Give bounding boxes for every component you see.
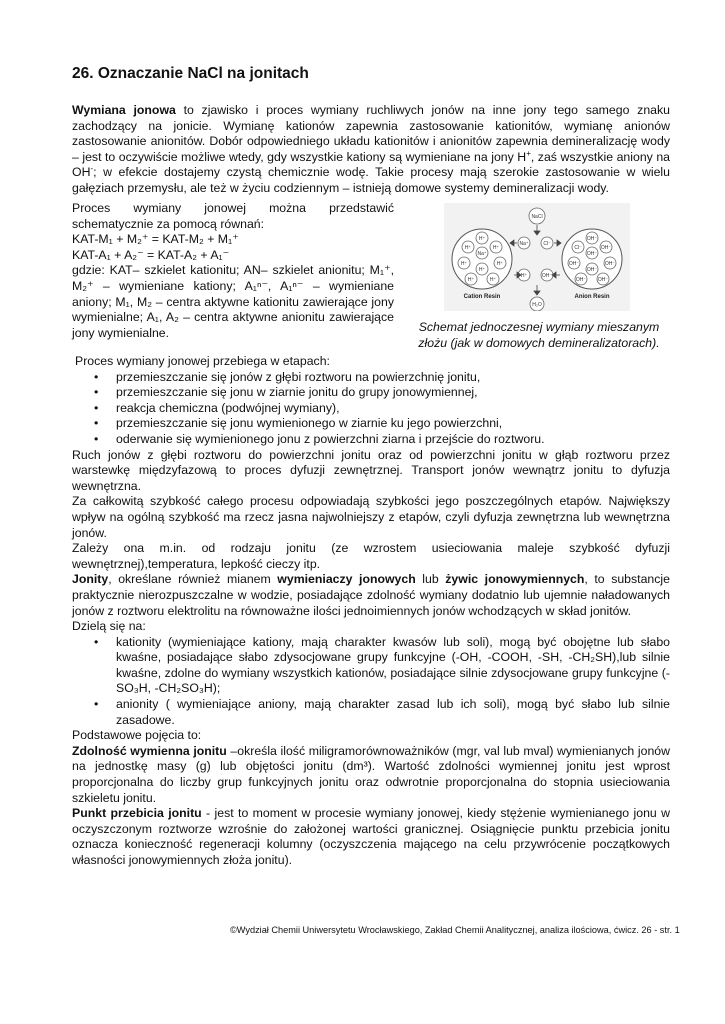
svg-text:H⁺: H⁺ <box>460 261 468 267</box>
svg-text:OH⁻: OH⁻ <box>597 277 609 283</box>
svg-text:H⁺: H⁺ <box>520 273 528 279</box>
dependency-paragraph: Zależy ona m.in. od rodzaju jonitu (ze wzrostem usieciowania maleje szybkość dyfuzji wewnętrznej),temperatura, lepkość cieczy itp. <box>72 541 670 571</box>
svg-text:H⁺: H⁺ <box>478 267 486 273</box>
breakthrough-paragraph: Punkt przebicia jonitu - jest to moment w procesie wymiany jonowej, kiedy stężenie wymienianego jonu w oczyszczonym roztworze wzrośnie do założonej wartości granicznej. Osiągnięcie punktu przebicia jonitu oznacza konieczność regeneracji kolumny (oczyszczenia mającego na celu przywrócenie początkowych własności jonowymiennych złoża jonitu). <box>72 806 671 867</box>
cl-label: Cl⁻ <box>543 241 551 247</box>
na-label: Na⁺ <box>519 241 529 247</box>
stages-intro: Proces wymiany jonowej przebiega w etapach: <box>75 354 330 368</box>
equation-1: KAT-M₁ + M₂⁺ = KAT-M₂ + M₁⁺ <box>72 232 239 247</box>
anion-resin-label: Anion Resin <box>574 294 610 300</box>
svg-text:H⁺: H⁺ <box>492 245 500 251</box>
list-item: • przemieszczanie się jonu wymienionego w ziarnie ku jego powierzchni, <box>72 416 670 432</box>
svg-text:Cl⁻: Cl⁻ <box>574 245 582 251</box>
ion-exchange-diagram <box>444 203 630 311</box>
svg-text:OH⁻: OH⁻ <box>600 245 612 251</box>
list-item: • przemieszczanie się jonów z głębi roztworu na powierzchnię jonitu, <box>72 370 670 386</box>
h2o-label: H₂O <box>532 302 542 308</box>
ionites-paragraph: Jonity, określane również mianem wymieniaczy jonowych lub żywic jonowymiennych, to substancje praktycznie nierozpuszczalne w wodzie, posiadające zdolność wymiany dodatnio lub ujemnie naładowanych jonów z roztworu elektrolitu na równoważne ilości jednoimiennych jonów wchodzących w skład jonitów. <box>72 572 670 618</box>
nacl-label: NaCl <box>531 214 543 220</box>
divide-heading: Dzielą się na: <box>72 619 146 634</box>
list-item: • anionity ( wymieniające aniony, mają charakter zasad lub ich soli), mogą być słabo lub silnie zasadowe. <box>72 697 670 728</box>
stages-section <box>72 354 670 869</box>
svg-text:H⁺: H⁺ <box>489 277 497 283</box>
svg-text:H⁺: H⁺ <box>467 277 475 283</box>
svg-text:OH⁻: OH⁻ <box>586 251 598 257</box>
symbol-legend: gdzie: KAT– szkielet kationitu; AN– szkielet anionitu; M₁⁺, M₂⁺ – wymieniane kationy; A₁ⁿ⁻, A₁ⁿ⁻ – wymieniane aniony; M₁, M₂ – centra aktywne kationitu zawierające jony wymienialne; A₁, A₂ – centra aktywne anionitu zawierające jony wymienialne. <box>72 263 394 340</box>
stages-list <box>72 370 670 448</box>
list-item: • przemieszczanie się jonu w ziarnie jonitu do grupy jonowymiennej, <box>72 385 670 401</box>
list-item: • kationity (wymieniające kationy, mają charakter kwasów lub soli), mogą być obojętne lub słabo kwaśne, posiadające słabo zdysocjowane grupy funkcyjne (-OH, -COOH, -SH, -CH₂SH),lub silnie kwaśne, zdolne do wymiany wszystkich kationów, posiadające silnie zdysocjowane grupy funkcyjne (-SO₃H, -CH₂SO₃H); <box>72 635 670 697</box>
equation-2: KAT-A₁ + A₂⁻ = KAT-A₂ + A₁⁻ <box>72 247 230 262</box>
list-item: • reakcja chemiczna (podwójnej wymiany), <box>72 401 670 417</box>
rate-paragraph: Za całkowitą szybkość całego procesu odpowiadają szybkości jego poszczególnych etapów. Największy wpływ na ogólną szybkość ma rzecz jasna najwolniejszy z etapów, czyli dyfuzja zewnętrzna lub wewnętrzna jonów. <box>72 494 670 540</box>
svg-text:OH⁻: OH⁻ <box>568 261 580 267</box>
oh-ion-label: OH⁻ <box>586 236 598 242</box>
svg-text:H⁺: H⁺ <box>496 261 504 267</box>
svg-text:OH⁻: OH⁻ <box>575 277 587 283</box>
basic-concepts-heading: Podstawowe pojęcia to: <box>72 728 202 743</box>
page-footer: ©Wydział Chemii Uniwersytetu Wrocławskiego, Zakład Chemii Analitycznej, analiza ilościowa, ćwicz. 26 - str. 1 <box>230 925 680 935</box>
svg-text:Na⁺: Na⁺ <box>477 251 487 257</box>
svg-text:H⁺: H⁺ <box>464 245 472 251</box>
ionite-types-list <box>72 635 670 729</box>
page-title: 26. Oznaczanie NaCl na jonitach <box>72 65 309 82</box>
list-item: • oderwanie się wymienionego jonu z powierzchni ziarna i przejście do roztworu. <box>72 432 670 448</box>
figure-caption: Schemat jednoczesnej wymiany mieszanym złożu (jak w domowych demineralizatorach). <box>418 320 660 350</box>
cation-resin-label: Cation Resin <box>463 294 501 300</box>
diffusion-paragraph: Ruch jonów z głębi roztworu do powierzchni jonitu oraz od powierzchni jonitu w głąb roztworu przez warstewkę międzyfazową to proces dyfuzji zewnętrznej. Transport jonów wewnątrz jonitu to dyfuzja wewnętrzna. <box>72 447 670 493</box>
equations-intro: Proces wymiany jonowej można przedstawić schematycznie za pomocą równań: <box>72 201 394 231</box>
equations-column <box>72 201 394 341</box>
svg-text:OH⁻: OH⁻ <box>604 261 616 267</box>
intro-paragraph: Wymiana jonowa to zjawisko i proces wymiany ruchliwych jonów na inne jony tego samego znaku zachodzący na jonicie. Wymianę kationów zapewnia zastosowanie kationitów, wymianę anionów zastosowanie anionitów. Dobór odpowiedniego układu kationitów i anionitów zapewnia demineralizację wody – jest to oczywiście możliwe wtedy, gdy wszystkie kationy są wymieniane na jony H+, zaś wszystkie aniony na OH-; w efekcie dostajemy czystą chemicznie wodę. Takie procesy mają szerokie zastosowanie w wielu gałęziach przemysłu, ale też w życiu codziennym – istnieją domowe systemy demineralizacji wody. <box>72 103 670 195</box>
svg-text:OH⁻: OH⁻ <box>541 273 553 279</box>
h-ion-label: H⁺ <box>478 236 486 242</box>
term-ion-exchange: Wymiana jonowa <box>72 103 176 117</box>
capacity-paragraph: Zdolność wymienna jonitu –określa ilość miligramorównoważników (mgr, val lub mval) wymienianych jonów na jednostkę masy (g) lub objętości jonitu (dm³). Wartość zdolności wymiennej jonitu jest wprost proporcjonalna do liczby grup funkcyjnych jonitu oraz odwrotnie proporcjonalna do stopnia usieciowania szkieletu jonitu. <box>72 743 670 805</box>
svg-text:OH⁻: OH⁻ <box>586 267 598 273</box>
